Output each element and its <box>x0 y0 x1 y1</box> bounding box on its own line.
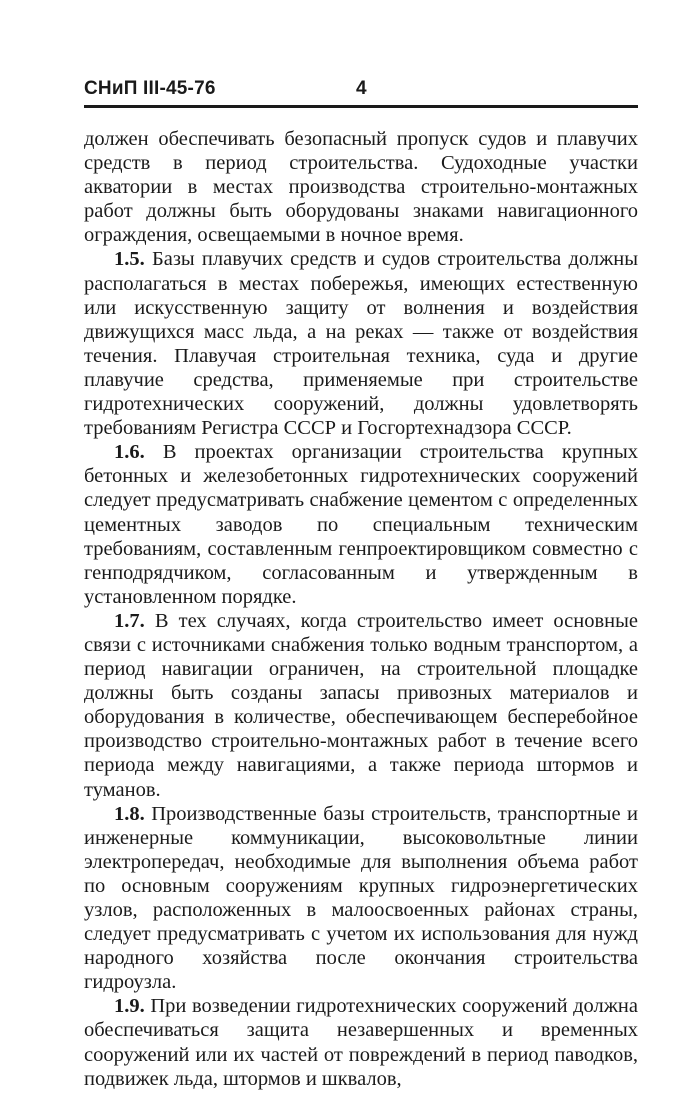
clause-text: При возведении гидротехнических сооружений должна обеспечиваться защита незавершенных и временных сооружений или их частей от повреждений в период паводков, подвижек льда, штормов и шквалов, <box>84 995 639 1090</box>
body-text <box>84 127 638 1091</box>
paragraph-continuation <box>84 127 638 247</box>
clause-1-6 <box>84 440 638 609</box>
clause-text: В проектах организации строительства крупных бетонных и железобетонных гидротехнических сооружений следует предусматривать снабжение цементом с определенных цементных заводов по специальным техническим требованиям, составленным генпроектировщиком совместно с генподрядчиком, согласованным и утвержденным в установленном порядке. <box>84 441 638 608</box>
paragraph-text: должен обеспечивать безопасный пропуск судов и плавучих средств в период строительства. Судоходные участки акватории в местах производства строительно-монтажных работ должны быть оборудованы знаками навигационного ограждения, освещаемыми в ночное время. <box>84 128 638 247</box>
document-code: СНиП III-45-76 <box>84 78 216 99</box>
header-rule <box>84 105 638 108</box>
clause-number: 1.5. <box>114 248 145 271</box>
clause-number: 1.6. <box>114 441 145 464</box>
clause-1-7 <box>84 609 638 802</box>
clause-text: В тех случаях, когда строительство имеет основные связи с источниками снабжения только водным транспортом, а период навигации ограничен, на строительной площадке должны быть созданы запасы привозных материалов и оборудования в количестве, обеспечивающем бесперебойное производство строительно-монтажных работ в течение всего периода между навигациями, а также периода штормов и туманов. <box>84 609 639 801</box>
clause-1-5 <box>84 247 638 440</box>
clause-text: Производственные базы строительств, транспортные и инженерные коммуникации, высоковольтные линии электропередач, необходимые для выполнения объема работ по основным сооружениям крупных гидроэнергетических узлов, расположенных в малоосвоенных районах страны, следует предусматривать с учетом их использования для нужд народного хозяйства после окончания строительства гидроузла. <box>84 802 639 994</box>
page-number: 4 <box>356 78 367 99</box>
running-header <box>84 78 638 102</box>
clause-number: 1.8. <box>114 802 145 825</box>
clause-number: 1.7. <box>114 609 145 632</box>
clause-text: Базы плавучих средств и судов строительства должны располагаться в местах побережья, имеющих естественную или искусственную защиту от волнения и воздействия движущихся масс льда, а на реках — также от воздействия течения. Плавучая строительная техника, суда и другие плавучие средства, применяемые при строительстве гидротехнических сооружений, должны удовлетворять требованиям Регистра СССР и Госгортехнадзора СССР. <box>84 248 639 440</box>
clause-1-9 <box>84 994 638 1090</box>
clause-number: 1.9. <box>114 995 145 1018</box>
clause-1-8 <box>84 802 638 995</box>
